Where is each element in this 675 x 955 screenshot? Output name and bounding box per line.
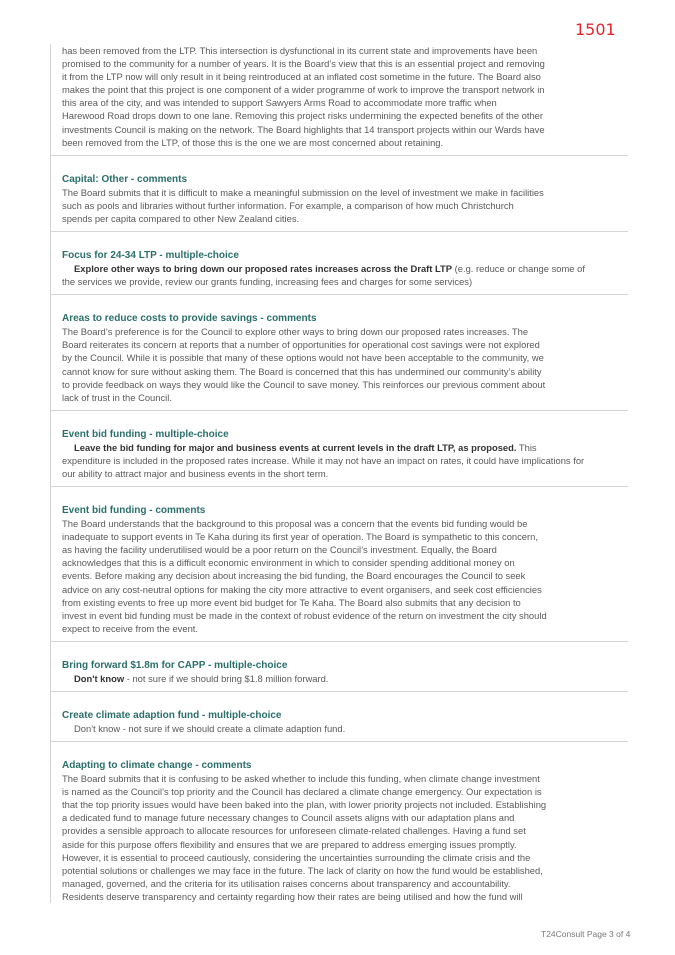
text-line: spends per capita compared to other New Zealand cities. bbox=[62, 212, 300, 224]
text-line: promised to the community for a number of years. It is the Board’s view that this is an essential project and removing bbox=[62, 58, 545, 70]
text-line: acknowledges that this is a difficult economic environment in which to consider spending additional money on bbox=[62, 557, 515, 569]
paragraph bbox=[62, 517, 628, 635]
text-line: from existing events to free up more event bid budget for Te Kaha. The Board also submits that any decision to bbox=[62, 596, 521, 608]
section-heading: Adapting to climate change - comments bbox=[62, 760, 252, 772]
text-line: expenditure is included in the proposed rates increase. While it may not have an impact on rates, it could have implications for bbox=[62, 454, 585, 466]
section-heading: Create climate adaption fund - multiple-choice bbox=[62, 710, 282, 721]
section-divider bbox=[51, 741, 628, 742]
text-line: invest in event bid funding must be made in the context of robust evidence of the return on investment the city should bbox=[62, 609, 547, 621]
section-adapting-climate bbox=[51, 759, 628, 903]
choice-answer bbox=[62, 722, 628, 735]
paragraph bbox=[62, 44, 628, 149]
section-heading: Bring forward $1.8m for CAPP - multiple-choice bbox=[62, 659, 288, 671]
section-event-bid-comments bbox=[51, 504, 628, 635]
section-capp bbox=[51, 659, 628, 685]
section-divider bbox=[51, 155, 628, 156]
section-divider bbox=[51, 691, 628, 692]
text-line: is named as the Council’s top priority and the Council has declared a climate change emergency. Our expectation is bbox=[62, 786, 542, 798]
text-line: Board reiterates its concern at reports that a number of opportunities for operational cost savings were not explored bbox=[62, 339, 540, 351]
text-line: The Board understands that the background to this proposal was a concern that the events bid funding would be bbox=[62, 518, 528, 530]
text-line: to provide feedback on ways they would like the Council to save money. This reinforces our previous comment about bbox=[62, 378, 546, 390]
section-heading: Event bid funding - comments bbox=[62, 505, 206, 517]
section-heading: Focus for 24-34 LTP - multiple-choice bbox=[62, 250, 239, 262]
submission-content bbox=[50, 44, 628, 903]
text-line: advice on any cost-neutral options for making the city more attractive to event organisers, and seek cost efficiencies bbox=[62, 583, 542, 595]
text-line: our ability to attract major and business events in the short term. bbox=[62, 467, 329, 479]
page-number: 1501 bbox=[575, 20, 616, 39]
text-line: makes the point that this project is one component of a wider programme of work to improve the transport network in bbox=[62, 84, 545, 96]
option-detail: This bbox=[516, 441, 537, 453]
text-line: it from the LTP now will only result in it being reintroduced at an inflated cost sometime in the future. The Board also bbox=[62, 71, 541, 83]
text-line: aside for this purpose offers flexibility and ensures that we are prepared to address emerging issues promptly. bbox=[62, 838, 517, 850]
section-divider bbox=[51, 486, 628, 487]
choice-answer bbox=[62, 262, 628, 288]
text-line: expect to receive from the event. bbox=[62, 622, 199, 634]
text-line: potential solutions or challenges we may face in the future. The lack of clarity on how the fund would be established, bbox=[62, 864, 543, 876]
section-capital-other bbox=[51, 173, 628, 225]
text-line: events. Before making any decision about increasing the bid funding, the Board encourages the Council to seek bbox=[62, 570, 526, 582]
text-line: inadequate to support events in Te Kaha during its first year of operation. The Board is sympathetic to this concern, bbox=[62, 531, 538, 543]
paragraph bbox=[62, 186, 628, 225]
text-line: managed, governed, and the criteria for its utilisation raises concerns about transparency and accountability. bbox=[62, 877, 511, 889]
text-line: However, it is essential to proceed cautiously, considering the uncertainties surrounding the climate crisis and the bbox=[62, 851, 531, 863]
choice-answer bbox=[62, 441, 628, 480]
selected-option: Don't know - not sure if we should create a climate adaption fund. bbox=[74, 723, 346, 734]
text-line: has been removed from the LTP. This intersection is dysfunctional in its current state and improvements have been bbox=[62, 45, 538, 56]
text-line: Harewood Road drops down to one lane. Removing this project risks undermining the expected benefits of the other bbox=[62, 110, 544, 122]
text-line: been removed from the LTP, of those this is the one we are most concerned about retaining. bbox=[62, 136, 444, 148]
selected-option: Don't know bbox=[74, 672, 125, 684]
choice-answer bbox=[62, 672, 628, 685]
text-line: The Board submits that it is confusing to be asked whether to include this funding, when climate change investment bbox=[62, 773, 540, 785]
option-detail: (e.g. reduce or change some of bbox=[452, 263, 585, 275]
text-line: investments Council is making on the network. The Board highlights that 14 transport projects within our Wards have bbox=[62, 123, 545, 135]
section-focus-ltp bbox=[51, 249, 628, 288]
section-heading: Capital: Other - comments bbox=[62, 173, 188, 185]
section-climate-fund bbox=[51, 709, 628, 735]
section-event-bid-choice bbox=[51, 428, 628, 480]
section-divider bbox=[51, 231, 628, 232]
text-line: provides a sensible approach to allocate resources for unforeseen climate-related challenges. Having a fund set bbox=[62, 825, 526, 837]
selected-option: Explore other ways to bring down our proposed rates increases across the Draft LTP bbox=[74, 263, 453, 275]
text-line: The Board’s preference is for the Council to explore other ways to bring down our proposed rates increases. The bbox=[62, 326, 529, 338]
page-footer: T24Consult Page 3 of 4 bbox=[541, 929, 631, 939]
section-heading: Event bid funding - multiple-choice bbox=[62, 428, 229, 440]
text-line: The Board submits that it is difficult to make a meaningful submission on the level of investment we make in facilities bbox=[62, 186, 544, 198]
section-divider bbox=[51, 641, 628, 642]
paragraph bbox=[62, 325, 628, 404]
section-divider bbox=[51, 410, 628, 411]
text-line: that the top priority issues would have been baked into the plan, with lower priority projects not included. Establishing bbox=[62, 799, 547, 811]
text-line: as having the facility underutilised would be a poor return on the Council’s investment. Equally, the Board bbox=[62, 544, 497, 556]
selected-option: Leave the bid funding for major and business events at current levels in the draft LTP, as proposed. bbox=[74, 441, 517, 453]
paragraph bbox=[62, 772, 628, 903]
text-line: by the Council. While it is possible that many of these options would not have been acceptable to the community, we bbox=[62, 352, 544, 364]
text-line: the services we provide, review our grants funding, increasing fees and charges for some services) bbox=[62, 276, 473, 288]
text-line: Residents deserve transparency and certainty regarding how their rates are being utilised and how the fund will bbox=[62, 890, 523, 902]
section-areas-reduce-costs bbox=[51, 312, 628, 404]
text-line: lack of trust in the Council. bbox=[62, 391, 172, 403]
text-line: a dedicated fund to manage future necessary changes to Council assets aligns with our adaptation plans and bbox=[62, 812, 515, 824]
text-line: such as pools and libraries without further information. For example, a comparison of how much Christchurch bbox=[62, 199, 514, 211]
section-intersection-continued bbox=[51, 44, 628, 149]
section-heading: Areas to reduce costs to provide savings - comments bbox=[62, 313, 317, 325]
section-divider bbox=[51, 294, 628, 295]
text-line: cannot know for sure without asking them. The Board is concerned that this has undermined our community’s ability bbox=[62, 365, 542, 377]
text-line: this area of the city, and was intended to support Sawyers Arms Road to accommodate more traffic when bbox=[62, 97, 497, 109]
option-detail: - not sure if we should bring $1.8 million forward. bbox=[124, 672, 329, 684]
